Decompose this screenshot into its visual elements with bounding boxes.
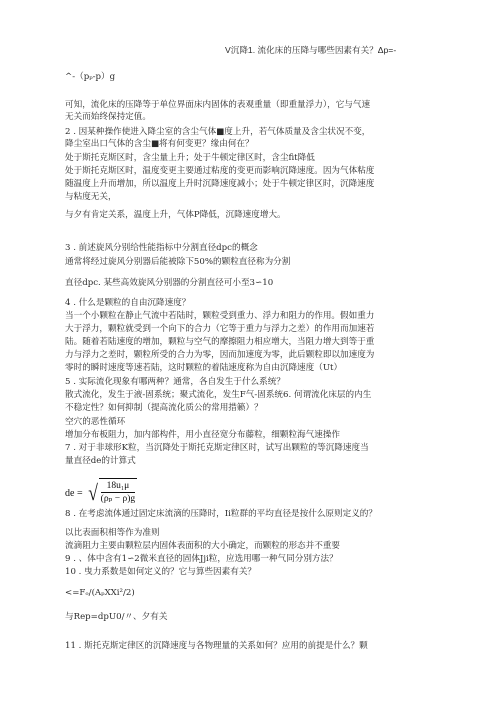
text-line: 量直径de的计算式: [65, 456, 136, 466]
square-root: [87, 478, 138, 508]
text-line: 10 . 曳力系数是如何定义的？它与算些因素有关？: [65, 567, 257, 577]
text-line: 与Rep=dpU0/〃、夕有关: [65, 612, 168, 622]
text-line: 4 . 什么是颗粒的自由沉降速度？: [65, 298, 191, 308]
text-line: 陆。随着若陆速度的增加，颗粒与空气的摩擦阻力相应增大，当阻力增大到等于重: [65, 337, 375, 347]
formula-numerator: 18u₁μ: [106, 481, 130, 491]
equivalent-diameter-formula: [65, 478, 137, 508]
formula-denominator: (ρₚ − ρ)g: [100, 494, 136, 504]
text-line: 与粘度无关，: [65, 192, 117, 202]
text-line: 零时的瞬时速度等速若陆，这时颗粒的着陆速度称为自由沉降速度（Ut）: [65, 363, 343, 373]
text-line: 不稳定性？如何抑制（提高流化质公的常用措籁）？: [65, 403, 263, 413]
text-line: 增加分布板阻力，加内部构件，用小直径宽分布藤粒，细颗粒海气速操作: [65, 430, 341, 440]
text-line: 处于斯托克斯区时，含尘量上升；处于牛顿定律区时，含尘fit降低: [65, 153, 315, 163]
text-line: 8 . 在考虑流体通过固定床流滴的压降时，Ii粒群的平均直径是按什么原则定义的？: [65, 509, 377, 519]
text-line: 2 . 因某种操作使进入降尘室的含尘气体■度上升，若气体质量及含尘状况不变，: [65, 127, 371, 137]
text-line: 通常将经过旋风分别器后能被除下50%的颗粒直径称为分割: [65, 257, 291, 267]
text-line: 以比表面积相等作为准则: [65, 528, 160, 538]
text-line: 7 . 对于非球形K粒，当沉降处于斯托克斯定律区时，试写出颗粒的等沉降速度当: [65, 443, 369, 453]
text-line: 5 . 实际流化现象有哪两种？通常，各自发生于什么系统？: [65, 377, 285, 387]
text-line: 3 . 前述旋风分别给性能指标中分割直径dpc的概念: [65, 243, 258, 253]
radical-sign: √: [87, 480, 98, 505]
text-line: 空穴的恶性循环: [65, 417, 126, 427]
text-line: 流滴阻力主要由颗粒层内固体表面积的大小确定，而颗粒的形态并不重要: [65, 541, 341, 551]
text-line: V沉降1. 流化床的压降与哪些因素有关？Δp=-: [225, 45, 397, 55]
text-line: 降尘室出口气体的含尘■将有何变更？缘由何在？: [65, 139, 254, 149]
text-line: 直径dpc. 某些高效旋风分别器的分割直径可小至3∽10: [65, 278, 274, 288]
text-line: 无关而始终保持定值。: [65, 112, 151, 122]
formula-lhs: de =: [65, 487, 83, 499]
text-line: 散式流化，发生于液-固系统；聚式流化，发生F气-固系统6. 何谓流化床层的内生: [65, 390, 372, 400]
text-line: <=Fₒ/(AₚXXi²/2): [65, 588, 135, 598]
text-line: 当一个小颗粒在静止气流中若陆时，颗粒受到重力、浮力和阻力的作用。假如重力: [65, 311, 375, 321]
text-line: 力与浮力之差时，颗粒所受的合力为零，因而加速度为零，此后颗粒即以加速度为: [65, 350, 375, 360]
text-line: 11 . 斯托克斯定律区的沉降速度与各物理量的关系如何？应用的前提是什么？颗: [65, 641, 368, 651]
text-line: 处于斯托克斯区时，温度变更主要通过粘度的变更而影响沉降速度。因为气体粘度: [65, 166, 375, 176]
text-line: ^-（pₚ-p）g: [65, 72, 116, 82]
text-line: 9 . 、体中含有1∽2微米直径的固体Jji粒，应选用哪一种气同分別方法？: [65, 554, 338, 564]
text-line: 与夕有肯定关系，温度上升，气体P降低，沉降速度增大。: [65, 210, 286, 220]
formula-fraction: [99, 478, 137, 508]
text-line: 大于浮力，颗粒就受到一个向下的合力（它等于重力与浮力之差）的作用而加速若: [65, 324, 375, 334]
text-line: 随温度上升而增加，所以温度上升时沉降速度减小；处于牛顿定律区时，沉降速度: [65, 179, 375, 189]
text-line: 可知，流化床的压降等于单位界面床内固体的表观重量（即重量浮力），它与气速: [65, 100, 371, 110]
